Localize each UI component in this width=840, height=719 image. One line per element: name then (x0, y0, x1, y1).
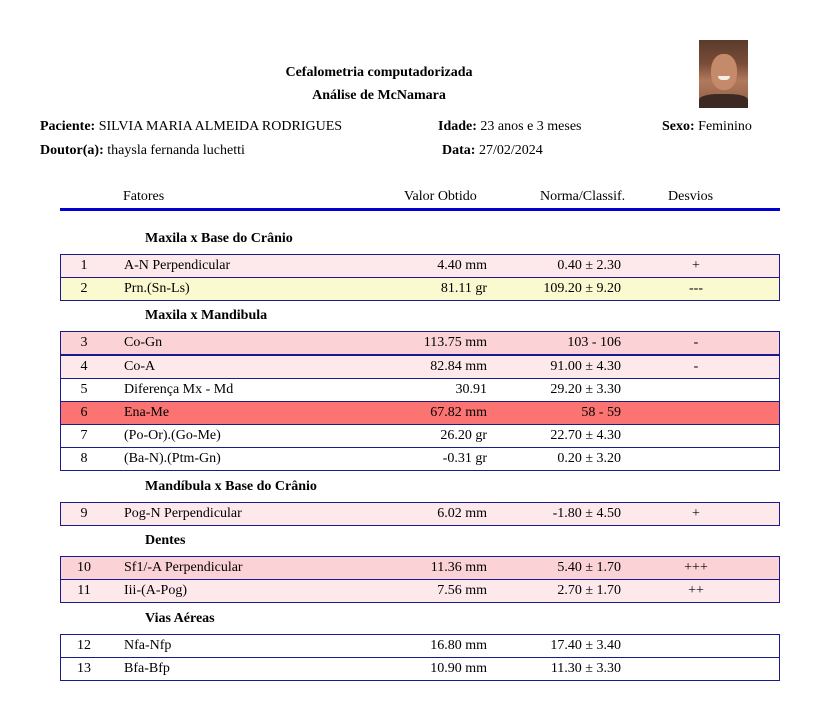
row-value: 113.75 mm (423, 335, 487, 350)
row-norm: 5.40 ± 1.70 (557, 560, 621, 575)
patient-name-line (40, 119, 342, 135)
date-line (442, 143, 543, 159)
doctor-line (40, 143, 245, 159)
row-value: 67.82 mm (430, 405, 487, 420)
row-deviation: --- (689, 281, 703, 296)
row-deviation: ++ (688, 583, 704, 598)
header-valor: Valor Obtido (404, 189, 477, 204)
header-divider (60, 208, 780, 211)
section-title: Mandíbula x Base do Crânio (145, 479, 317, 494)
row-number: 3 (80, 335, 88, 350)
row-factor: Co-A (124, 359, 156, 374)
table-row (60, 447, 780, 471)
row-norm: 0.20 ± 3.20 (557, 451, 621, 466)
row-factor: (Ba-N).(Ptm-Gn) (124, 451, 221, 466)
report-date: 27/02/2024 (478, 143, 543, 158)
row-number: 5 (80, 382, 88, 397)
row-factor: Nfa-Nfp (124, 638, 172, 653)
patient-name: SILVIA MARIA ALMEIDA RODRIGUES (98, 119, 343, 134)
table-row (60, 331, 780, 355)
row-factor: Iii-(A-Pog) (124, 583, 187, 598)
row-value: -0.31 gr (442, 451, 487, 466)
header-fatores: Fatores (123, 189, 165, 204)
row-value: 26.20 gr (440, 428, 487, 443)
section-title: Dentes (145, 533, 186, 548)
row-number: 9 (80, 506, 88, 521)
row-number: 2 (80, 281, 88, 296)
row-norm: 109.20 ± 9.20 (543, 281, 621, 296)
table-row (60, 401, 780, 425)
row-number: 6 (80, 405, 88, 420)
sex-line (662, 119, 752, 135)
row-deviation: - (693, 359, 699, 374)
row-factor: Prn.(Sn-Ls) (124, 281, 190, 296)
row-factor: Sf1/-A Perpendicular (124, 560, 243, 575)
table-row (60, 579, 780, 603)
age-label: Idade: (438, 119, 477, 134)
age-line (438, 119, 582, 135)
row-factor: Diferença Mx - Md (124, 382, 234, 397)
row-norm: 11.30 ± 3.30 (550, 661, 621, 676)
row-value: 10.90 mm (430, 661, 487, 676)
header-norma: Norma/Classif. (540, 189, 626, 204)
patient-sex: Feminino (698, 119, 752, 134)
row-deviation: +++ (684, 560, 708, 575)
row-factor: Pog-N Perpendicular (124, 506, 242, 521)
row-factor: A-N Perpendicular (124, 258, 231, 273)
row-norm: -1.80 ± 4.50 (552, 506, 621, 521)
row-value: 11.36 mm (430, 560, 487, 575)
row-number: 10 (77, 560, 91, 575)
section-title: Maxila x Base do Crânio (145, 231, 293, 246)
date-label: Data: (442, 143, 476, 158)
row-norm: 58 - 59 (581, 405, 621, 420)
row-number: 8 (80, 451, 88, 466)
table-row (60, 556, 780, 580)
table-row (60, 378, 780, 402)
row-number: 11 (77, 583, 91, 598)
row-deviation: + (692, 258, 700, 273)
section-title: Vias Aéreas (145, 611, 215, 626)
sex-label: Sexo: (662, 119, 695, 134)
table-row (60, 502, 780, 526)
header-desvios: Desvios (668, 189, 714, 204)
table-row (60, 355, 780, 379)
row-value: 7.56 mm (437, 583, 487, 598)
row-value: 16.80 mm (430, 638, 487, 653)
row-number: 13 (77, 661, 91, 676)
row-norm: 2.70 ± 1.70 (557, 583, 621, 598)
row-number: 7 (80, 428, 88, 443)
table-row (60, 634, 780, 658)
row-value: 82.84 mm (430, 359, 487, 374)
row-deviation: - (693, 335, 699, 350)
row-norm: 0.40 ± 2.30 (557, 258, 621, 273)
table-row (60, 657, 780, 681)
row-deviation: + (692, 506, 700, 521)
row-value: 30.91 (455, 382, 487, 397)
row-value: 6.02 mm (437, 506, 487, 521)
report-subtitle: Análise de McNamara (312, 88, 446, 103)
row-factor: (Po-Or).(Go-Me) (124, 428, 221, 443)
row-factor: Ena-Me (124, 405, 170, 420)
table-row (60, 254, 780, 278)
row-number: 4 (80, 359, 88, 374)
row-value: 4.40 mm (437, 258, 487, 273)
report-title: Cefalometria computadorizada (285, 65, 473, 80)
section-title: Maxila x Mandibula (145, 308, 268, 323)
table-row (60, 277, 780, 301)
row-factor: Bfa-Bfp (124, 661, 170, 676)
row-number: 12 (77, 638, 91, 653)
doctor-name: thaysla fernanda luchetti (107, 143, 245, 158)
row-norm: 103 - 106 (567, 335, 621, 350)
doctor-label: Doutor(a): (40, 143, 104, 158)
row-number: 1 (80, 258, 88, 273)
row-norm: 91.00 ± 4.30 (550, 359, 621, 374)
patient-photo (699, 40, 748, 108)
row-norm: 17.40 ± 3.40 (550, 638, 621, 653)
row-factor: Co-Gn (124, 335, 163, 350)
row-norm: 22.70 ± 4.30 (550, 428, 621, 443)
patient-age: 23 anos e 3 meses (480, 119, 582, 134)
table-row (60, 424, 780, 448)
patient-label: Paciente: (40, 119, 96, 134)
row-norm: 29.20 ± 3.30 (550, 382, 621, 397)
row-value: 81.11 gr (440, 281, 487, 296)
